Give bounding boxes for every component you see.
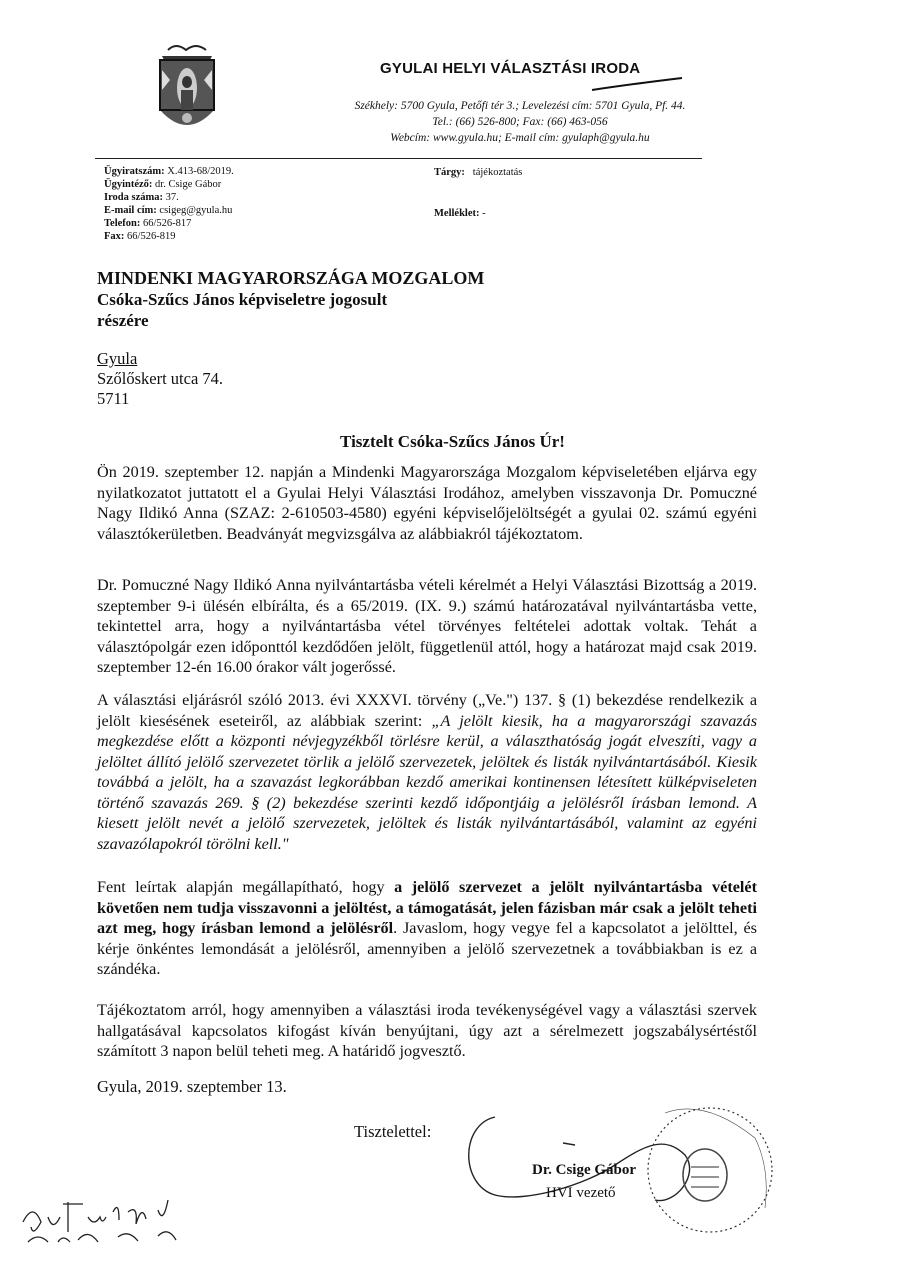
header-divider xyxy=(95,158,702,159)
header-web: Webcím: www.gyula.hu; E-mail cím: gyulaph@gyula.hu xyxy=(390,132,650,144)
paragraph-5: Tájékoztatom arról, hogy amennyiben a választási iroda tevékenységével vagy a választási szervek hallgatásával kapcsolatos kifogást kíván benyújtani, úgy azt a sérelmezett jogszabálysértéstől számított 3 napon belül teheti meg. A határidő jogvesztő. xyxy=(97,1001,757,1060)
signer-name: Dr. Csige Gábor xyxy=(532,1162,637,1178)
fax-row: Fax: 66/526-819 xyxy=(104,231,176,242)
salutation: Tisztelt Csóka-Szűcs János Úr! xyxy=(340,432,565,451)
header-address: Székhely: 5700 Gyula, Petőfi tér 3.; Levelezési cím: 5701 Gyula, Pf. 44. xyxy=(354,100,686,112)
header-phone: Tel.: (66) 526-800; Fax: (66) 463-056 xyxy=(432,116,608,128)
regards: Tisztelettel: xyxy=(354,1122,432,1141)
case-number-row: Ügyiratszám: X.413-68/2019. xyxy=(104,166,234,177)
key-finding: a jelölő szervezet a jelölt nyilvántartásba vételét követően nem tudja visszavonni a jelöltést, a támogatását, jelen fázisban már csak a jelölt teheti azt meg, hogy írásban lemond a jelölésről xyxy=(97,878,757,937)
pen-stroke-mark xyxy=(590,76,685,94)
handwritten-note xyxy=(18,1192,218,1252)
signer-role: HVI vezető xyxy=(546,1185,616,1201)
email-row: E-mail cím: csigeg@gyula.hu xyxy=(104,205,233,216)
recipient-organization: MINDENKI MAGYARORSZÁGA MOZGALOM xyxy=(97,268,485,288)
recipient-person: Csóka-Szűcs János képviseletre jogosult xyxy=(97,290,388,309)
attachment-row: Melléklet: - xyxy=(434,208,486,219)
paragraph-2: Dr. Pomuczné Nagy Ildikó Anna nyilvántartásba vételi kérelmét a Helyi Választási Bizottság a 2019. szeptember 9-i ülésén elbírálta, és a 65/2019. (IX. 9.) számú határozatával nyilvántartásba vette, tekintettel arra, hogy a nyilvántartásba vétel törvényes feltételei adottak voltak. Tehát a választópolgár ezen időponttól kezdődően jelölt, függetlenül attól, hogy a határozat majd csak 2019. szeptember 12-én 16.00 órakor vált jogerőssé. xyxy=(97,576,757,676)
signature-and-stamp xyxy=(455,1105,775,1255)
handler-row: Ügyintéző: dr. Csige Gábor xyxy=(104,179,222,190)
law-quote: „A jelölt kiesik, ha a magyarországi szavazás megkezdése előtt a központi névjegyzékből törlésre kerül, a választhatóság jogát elveszíti, vagy a jelöltet állító jelölő szervezetet törlik a jelölő szervezetek, jelöltek és listák nyilvántartásából. Kiesik továbbá a jelölt, ha a szavazást legkorábban kezdő amerikai kontinensen létesített külképviseleten történő szavazás 269. § (2) bekezdése szerinti kezdő időpontjáig a jelölésről írásban lemond. A kiesett jelölt nevét a jelölő szervezetek, jelöltek és listák nyilvántartásából, valamint az egyéni szavazólapokról törölni kell." xyxy=(97,711,757,853)
paragraph-1: Ön 2019. szeptember 12. napján a Mindenki Magyarországa Mozgalom képviseletében eljárva egy nyilatkozatot juttatott el a Gyulai Helyi Választási Irodához, amelyben visszavonja Dr. Pomuczné Nagy Ildikó Anna (SZAZ: 2-610503-4580) egyéni képviselőjelöltségét a gyulai 02. számú egyéni választókerületben. Beadványát megvizsgálva az alábbiakról tájékoztatom. xyxy=(97,463,757,543)
office-title: GYULAI HELYI VÁLASZTÁSI IRODA xyxy=(380,60,641,77)
paragraph-3: A választási eljárásról szóló 2013. évi XXXVI. törvény („Ve.") 137. § (1) bekezdése rendelkezik a jelölt kiesésének eseteiről, az alábbiak szerint: „A jelölt kiesik, ha a magyarországi szavazás megkezdése előtt a központi névjegyzékből törlésre kerül, a választhatóság jogát elveszíti, vagy a jelöltet állító jelölő szervezetet törlik a jelölő szervezetek, jelöltek és listák nyilvántartásából. Kiesik továbbá a jelölt, ha a szavazást legkorábban kezdő amerikai kontinensen létesített külképviseleten történő szavazás 269. § (2) bekezdése szerinti kezdő időpontjáig a jelölésről írásban lemond. A kiesett jelölt nevét a jelölő szervezetek, jelöltek és listák nyilvántartásából, valamint az egyéni szavazólapokról törölni kell." xyxy=(97,691,757,853)
recipient-street: Szőlőskert utca 74. xyxy=(97,369,224,388)
place-date: Gyula, 2019. szeptember 13. xyxy=(97,1077,287,1096)
recipient-zip: 5711 xyxy=(97,389,130,408)
recipient-city: Gyula xyxy=(97,349,138,368)
phone-row: Telefon: 66/526-817 xyxy=(104,218,192,229)
city-crest-logo xyxy=(154,42,220,138)
paragraph-4: Fent leírtak alapján megállapítható, hogy a jelölő szervezet a jelölt nyilvántartásba vételét követően nem tudja visszavonni a jelöltést, a támogatását, jelen fázisban már csak a jelölt teheti azt meg, hogy írásban lemond a jelölésről. Javaslom, hogy vegye fel a kapcsolatot a jelölttel, és kérje önkéntes lemondását a jelölésről, amennyiben a jelölő szervezetnek a továbbiakban is ez a szándéka. xyxy=(97,878,757,978)
subject-row: Tárgy: tájékoztatás xyxy=(434,167,523,178)
room-row: Iroda száma: 37. xyxy=(104,192,179,203)
recipient-for: részére xyxy=(97,311,149,330)
